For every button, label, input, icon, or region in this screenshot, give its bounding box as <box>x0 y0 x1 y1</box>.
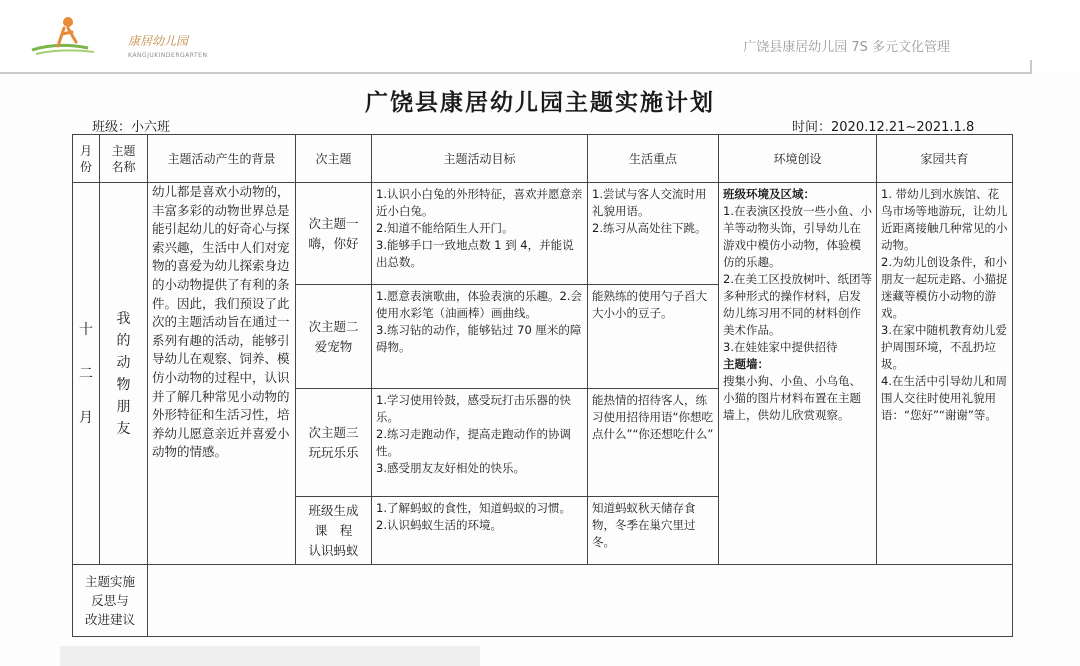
kindergarten-logo <box>28 12 228 60</box>
header-environment: 环境创设 <box>719 135 877 183</box>
goals-cell: 1.了解蚂蚁的食性，知道蚂蚁的习惯。 2.认识蚂蚁生活的环境。 <box>372 497 588 565</box>
goals-cell: 1.愿意表演歌曲，体验表演的乐趣。2.会使用水彩笔（油画棒）画曲线。 3.练习钻的动作，能够钻过 70 厘米的障碍物。 <box>372 285 588 389</box>
theme-plan-table <box>72 134 1013 637</box>
life-focus-cell: 能熟练的使用勺子舀大大小小的豆子。 <box>588 285 719 389</box>
header-home: 家园共育 <box>877 135 1013 183</box>
reflection-content <box>148 565 1013 637</box>
header-divider <box>0 72 1030 74</box>
life-focus-cell: 能热情的招待客人，练习使用招待用语“你想吃点什么”“你还想吃什么” <box>588 389 719 497</box>
reflection-row <box>73 565 1013 637</box>
subtheme-cell: 次主题三 玩玩乐乐 <box>296 389 372 497</box>
subtheme-cell: 班级生成 课 程 认识蚂蚁 <box>296 497 372 565</box>
header-life-focus: 生活重点 <box>588 135 719 183</box>
goals-cell: 1.认识小白兔的外形特征，喜欢并愿意亲近小白兔。 2.知道不能给陌生人开门。 3.能够手口一致地点数 1 到 4，并能说出总数。 <box>372 183 588 285</box>
theme-name-cell: 我 的 动 物 朋 友 <box>100 183 148 565</box>
goals-cell: 1.学习使用铃鼓，感受玩打击乐器的快乐。 2.练习走跑动作，提高走跑动作的协调性。 3.感受朋友友好相处的快乐。 <box>372 389 588 497</box>
month-cell: 十 二 月 <box>73 183 100 565</box>
header-subtheme: 次主题 <box>296 135 372 183</box>
logo-text: 康居幼儿园 <box>128 34 189 48</box>
header-goals: 主题活动目标 <box>372 135 588 183</box>
subtheme-cell: 次主题一 嗨，你好 <box>296 183 372 285</box>
document-title: 广饶县康居幼儿园主题实施计划 <box>365 90 715 116</box>
environment-cell: 班级环境及区域： 1.在表演区投放一些小鱼、小羊等动物头饰，引导幼儿在游戏中模仿小动物，体验模仿的乐趣。 2.在美工区投放树叶、纸团等多种形式的操作材料，启发幼儿练习用不同的材料创作美术作品。 3.在娃娃家中提供招待 主题墙： 搜集小狗、小鱼、小乌龟、小猫的图片材料布置在主题墙上，供幼儿欣赏观察。 <box>719 183 877 565</box>
header-divider-end <box>1030 60 1032 74</box>
logo-subtext: KANGJUKINDERGARTEN <box>128 52 208 59</box>
life-focus-cell: 知道蚂蚁秋天储存食物，冬季在巢穴里过冬。 <box>588 497 719 565</box>
reflection-label: 主题实施 反思与 改进建议 <box>73 565 148 637</box>
table-header-row <box>73 135 1013 183</box>
header-theme-name: 主题 名称 <box>100 135 148 183</box>
class-label: 班级：小六班 <box>92 120 171 135</box>
page-header <box>0 0 1080 72</box>
header-slogan: 广饶县康居幼儿园 7S 多元文化管理 <box>743 40 950 55</box>
header-background: 主题活动产生的背景 <box>148 135 296 183</box>
page-bottom-shadow <box>60 646 480 666</box>
home-cooperation-cell: 1. 带幼儿到水族馆、花鸟市场等地游玩，让幼儿近距离接触几种常见的小动物。 2.为幼儿创设条件，和小朋友一起玩走路、小猫捉迷藏等模仿小动物的游戏。 3.在家中随机教育幼儿爱护周围环境，不乱扔垃圾。 4.在生活中引导幼儿和周围人交往时使用礼貌用语：“您好”“谢谢”等。 <box>877 183 1013 565</box>
background-cell: 幼儿都是喜欢小动物的，丰富多彩的动物世界总是能引起幼儿的好奇心与探索兴趣，生活中人们对宠物的喜爱为幼儿探索身边的小动物提供了有利的条件。因此，我们预设了此次的主题活动旨在通过一系列有趣的活动，能够引导幼儿在观察、饲养、模仿小动物的过程中，认识并了解几种常见小动物的外形特征和生活习性，培养幼儿愿意亲近并喜爱小动物的情感。 <box>148 183 296 565</box>
subtheme-cell: 次主题二 爱宠物 <box>296 285 372 389</box>
header-month: 月 份 <box>73 135 100 183</box>
logo-icon <box>28 12 108 60</box>
table-row <box>73 183 1013 285</box>
life-focus-cell: 1.尝试与客人交流时用礼貌用语。 2.练习从高处往下跳。 <box>588 183 719 285</box>
time-label: 时间：2020.12.21~2021.1.8 <box>792 120 975 135</box>
